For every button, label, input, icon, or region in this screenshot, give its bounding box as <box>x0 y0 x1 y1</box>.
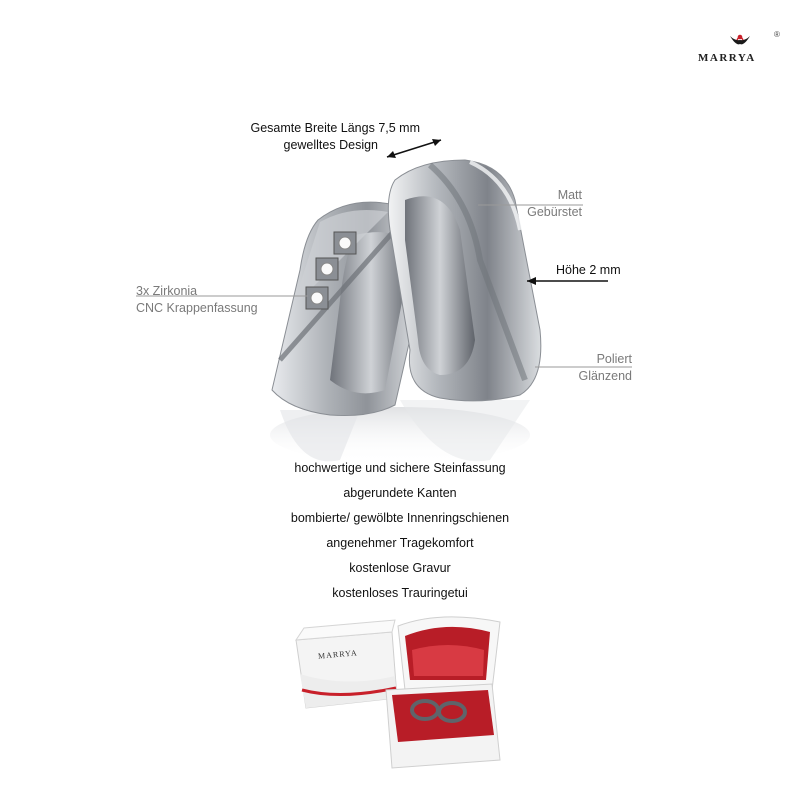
stones-annotation-line1: 3x Zirkonia <box>136 284 198 298</box>
feature-item: kostenloses Trauringetui <box>332 586 468 600</box>
matt-annotation-line1: Matt <box>557 188 582 202</box>
matt-annotation <box>480 187 582 221</box>
brand-wordmark: MARRYA <box>698 52 756 64</box>
feature-item: angenehmer Tragekomfort <box>326 536 474 550</box>
stones-annotation-line2: CNC Krappenfassung <box>136 301 258 315</box>
registered-mark: ® <box>774 30 780 39</box>
feature-item: hochwertige und sichere Steinfassung <box>294 461 506 475</box>
matt-annotation-line2: Gebürstet <box>527 205 582 219</box>
stones-annotation <box>136 283 258 317</box>
feature-item: abgerundete Kanten <box>343 486 457 500</box>
feature-list <box>200 456 600 606</box>
width-annotation-line1: Gesamte Breite Längs 7,5 mm <box>250 121 420 135</box>
box-logo-text: MARRYA <box>317 648 359 661</box>
ring-box <box>296 617 500 768</box>
feature-item: bombierte/ gewölbte Innenringschienen <box>290 511 510 525</box>
width-annotation-line2: gewelltes Design <box>283 138 378 152</box>
polished-annotation <box>532 351 632 385</box>
polished-annotation-line1: Poliert <box>596 352 632 366</box>
height-annotation: Höhe 2 mm <box>556 263 621 277</box>
polished-annotation-line2: Glänzend <box>578 369 632 383</box>
feature-item: kostenlose Gravur <box>349 561 451 575</box>
width-annotation <box>200 120 420 154</box>
